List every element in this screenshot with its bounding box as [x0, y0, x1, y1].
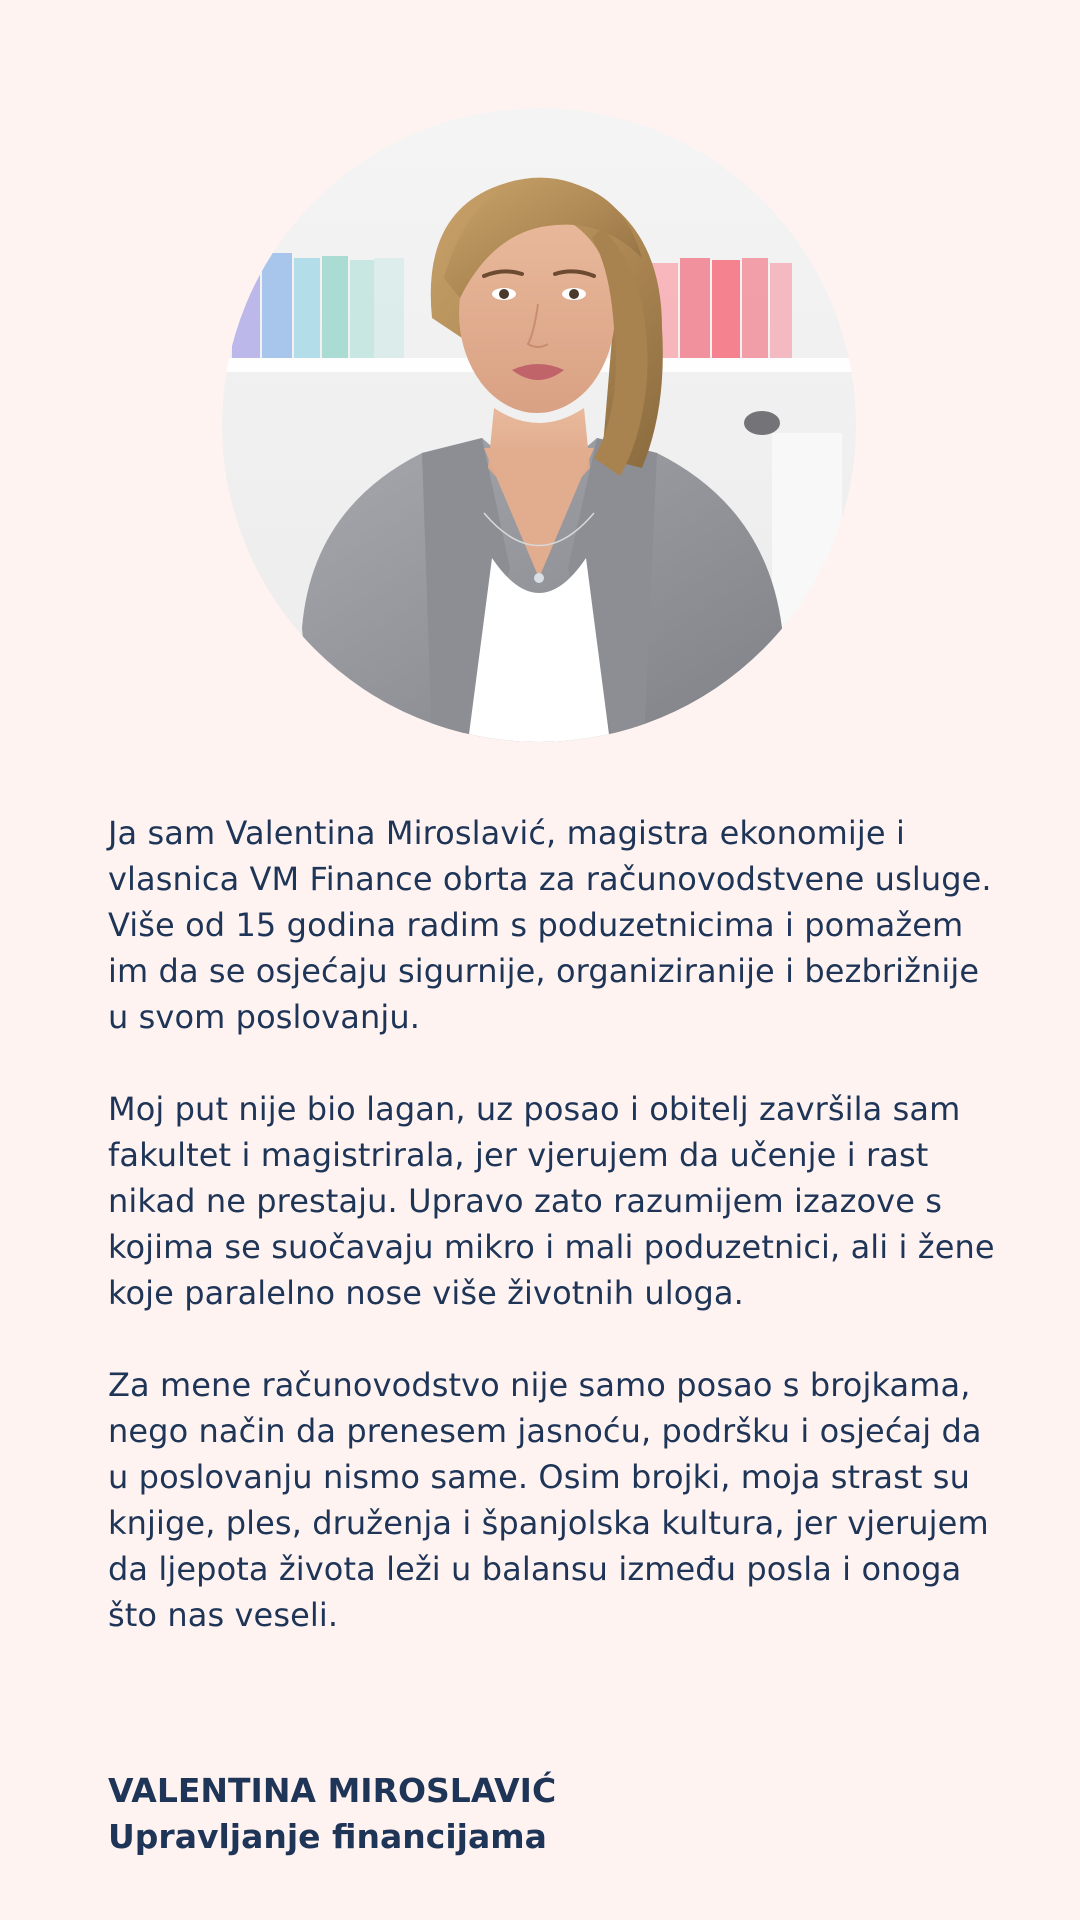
bio-section	[108, 810, 1008, 1638]
signature-role: Upravljanje financijama	[108, 1817, 547, 1856]
portrait-illustration	[222, 108, 856, 742]
bio-paragraph: Moj put nije bio lagan, uz posao i obitelj završila sam fakultet i magistrirala, jer vjerujem da učenje i rast nikad ne prestaju. Upravo zato razumijem izazove s kojima se suočavaju mikro i mali poduzetnici, ali i žene koje paralelno nose više životnih uloga.	[108, 1090, 995, 1312]
bio-paragraph: Za mene računovodstvo nije samo posao s brojkama, nego način da prenesem jasnoću, podršku i osjećaj da u poslovanju nismo same. Osim brojki, moja strast su knjige, ples, druženja i španjolska kultura, jer vjerujem da ljepota života leži u balansu između posla i onoga što nas veseli.	[108, 1366, 989, 1634]
bio-paragraph: Ja sam Valentina Miroslavić, magistra ekonomije i vlasnica VM Finance obrta za računovodstvene usluge. Više od 15 godina radim s poduzetnicima i pomažem im da se osjećaju sigurnije, organiziranije i bezbrižnije u svom poslovanju.	[108, 814, 992, 1036]
signature-block	[108, 1768, 1008, 1860]
portrait-photo	[222, 108, 856, 742]
signature-name: VALENTINA MIROSLAVIĆ	[108, 1771, 557, 1810]
